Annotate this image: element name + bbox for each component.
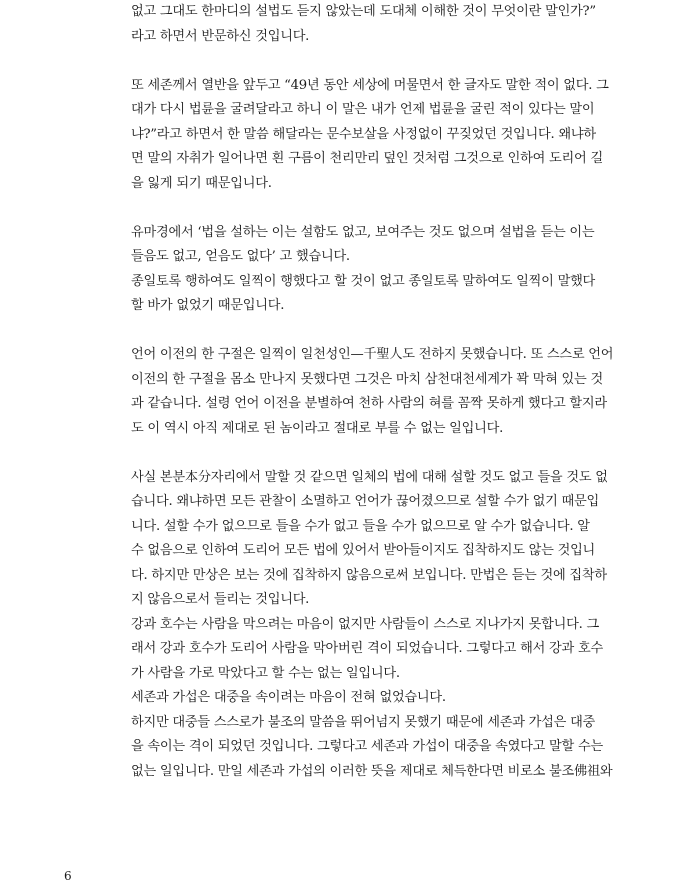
text-line: 면 말의 자취가 일어나면 흰 구름이 천리만리 덮인 것처럼 그것으로 인하여 도리어 길 xyxy=(131,151,603,166)
page-number: 6 xyxy=(64,869,72,883)
text-line: 없고 그대도 한마디의 설법도 듣지 않았는데 도대체 이해한 것이 무엇이란 말인가?” xyxy=(131,4,596,19)
paragraph-gap xyxy=(131,49,629,74)
text-line: 을 잃게 되기 때문입니다. xyxy=(131,175,272,191)
text-line: 사실 본분本分자리에서 말할 것 같으면 일체의 법에 대해 설할 것도 없고 들을 것도 없 xyxy=(131,469,608,485)
text-line: 이전의 한 구절을 몸소 만나지 못했다면 그것은 마치 삼천대천세계가 꽉 막혀 있는 것 xyxy=(131,371,603,387)
text-line: 강과 호수는 사람을 막으려는 마음이 없지만 사람들이 스스로 지나가지 못합니다. 그 xyxy=(131,616,599,632)
page-body xyxy=(131,0,629,784)
text-line: 다. 하지만 만상은 보는 것에 집착하지 않음으로써 보입니다. 만법은 듣는 것에 집착하 xyxy=(131,567,607,583)
text-line: 라고 하면서 반문하신 것입니다. xyxy=(131,28,310,44)
text-line: 냐?”라고 하면서 한 말씀 해달라는 문수보살을 사정없이 꾸짖었던 것입니다. 왜냐하 xyxy=(131,126,596,142)
text-line: 언어 이전의 한 구절은 일찍이 일천성인—千聖人도 전하지 못했습니다. 또 스스로 언어 xyxy=(131,347,614,362)
text-line: 습니다. 왜냐하면 모든 관찰이 소멸하고 언어가 끊어졌으므로 설할 수가 없기 때문입 xyxy=(131,494,599,509)
text-line: 유마경에서 ‘법을 설하는 이는 설함도 없고, 보여주는 것도 없으며 설법을 듣는 이는 xyxy=(131,224,595,240)
text-line: 대가 다시 법륜을 굴려달라고 하니 이 말은 내가 언제 법륜을 굴린 적이 있다는 말이 xyxy=(131,102,595,117)
paragraph xyxy=(131,343,629,441)
text-line: 또 세존께서 열반을 앞두고 “49년 동안 세상에 머물면서 한 글자도 말한 적이 없다. 그 xyxy=(131,77,609,93)
text-line: 할 바가 없었기 때문입니다. xyxy=(131,298,285,313)
text-line: 지 않음으로서 들리는 것입니다. xyxy=(131,592,310,607)
text-line: 없는 일입니다. 만일 세존과 가섭의 이러한 뜻을 제대로 체득한다면 비로소 불조佛祖와 xyxy=(131,763,613,779)
paragraph-gap xyxy=(131,441,629,466)
paragraph xyxy=(131,74,629,197)
text-line: 가 사람을 가로 막았다고 할 수는 없는 일입니다. xyxy=(131,665,400,681)
text-line: 니다. 설할 수가 없으므로 들을 수가 없고 들을 수가 없으므로 알 수가 없습니다. 알 xyxy=(131,518,590,534)
text-line: 수 없음으로 인하여 도리어 모든 법에 있어서 받아들이지도 집착하지도 않는 것입니 xyxy=(131,543,596,558)
paragraph xyxy=(131,466,629,785)
text-line: 들음도 없고, 얻음도 없다’ 고 했습니다. xyxy=(131,249,350,264)
text-line: 과 같습니다. 설령 언어 이전을 분별하여 천하 사람의 혀를 꼼짝 못하게 했다고 할지라 xyxy=(131,396,607,411)
text-line: 세존과 가섭은 대중을 속이려는 마음이 전혀 없었습니다. xyxy=(131,690,446,705)
paragraph xyxy=(131,221,629,319)
paragraph-gap xyxy=(131,319,629,344)
paragraph-gap xyxy=(131,196,629,221)
paragraph xyxy=(131,0,629,49)
text-line: 도 이 역시 아직 제대로 된 놈이라고 절대로 부를 수 없는 일입니다. xyxy=(131,420,504,436)
text-line: 을 속이는 격이 되었던 것입니다. 그렇다고 세존과 가섭이 대중을 속였다고 말할 수는 xyxy=(131,739,603,754)
text-line: 래서 강과 호수가 도리어 사람을 막아버린 격이 되었습니다. 그렇다고 해서 강과 호수 xyxy=(131,641,603,656)
text-line: 종일토록 행하여도 일찍이 행했다고 할 것이 없고 종일토록 말하여도 일찍이 말했다 xyxy=(131,273,596,289)
text-line: 하지만 대중들 스스로가 불조의 말씀을 뛰어넘지 못했기 때문에 세존과 가섭은 대중 xyxy=(131,714,596,730)
